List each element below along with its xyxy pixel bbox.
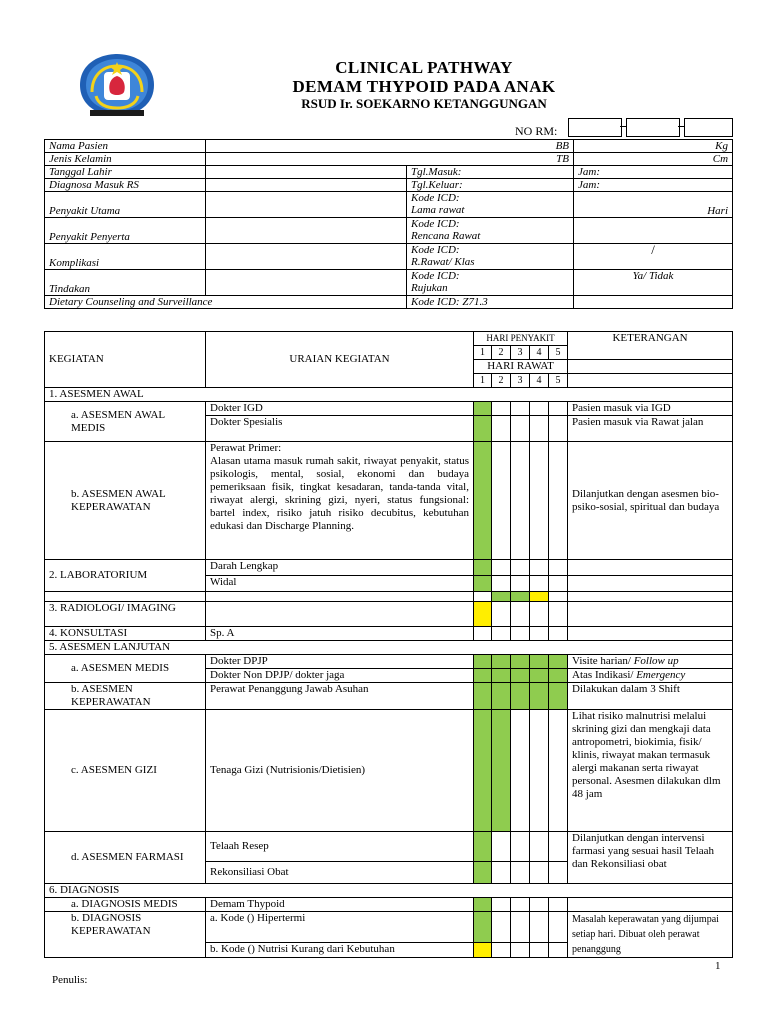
day-cell-green bbox=[530, 683, 549, 710]
day-cell-green bbox=[511, 655, 530, 669]
day-cell-green bbox=[511, 669, 530, 683]
day-cell-green bbox=[492, 683, 511, 710]
uraian-rekonsiliasi-obat: Rekonsiliasi Obat bbox=[206, 862, 474, 884]
label-slash: / bbox=[574, 244, 733, 270]
day-cell-green bbox=[530, 669, 549, 683]
day-cell-green bbox=[492, 669, 511, 683]
uraian-telaah-resep: Telaah Resep bbox=[206, 832, 474, 862]
day-cell-green bbox=[511, 683, 530, 710]
label-komplikasi: Komplikasi bbox=[45, 244, 206, 270]
day-cell-green bbox=[492, 655, 511, 669]
day-cell-green bbox=[474, 416, 492, 442]
day-cell-green bbox=[492, 592, 511, 602]
label-rujukan: Rujukan bbox=[411, 282, 448, 294]
row-asesmen-awal-keperawatan: b. ASESMEN AWAL KEPERAWATAN bbox=[45, 442, 206, 560]
row-asesmen-farmasi: d. ASESMEN FARMASI bbox=[45, 832, 206, 884]
ket-pasien-igd: Pasien masuk via IGD bbox=[568, 402, 733, 416]
day-cell-green bbox=[474, 912, 492, 943]
title-disease: DEMAM THYPOID PADA ANAK bbox=[292, 77, 556, 96]
row-asesmen-medis: a. ASESMEN MEDIS bbox=[45, 655, 206, 683]
head-keterangan: KETERANGAN bbox=[568, 332, 733, 360]
day-label: 5 bbox=[549, 374, 568, 388]
label-diagnosa-masuk: Diagnosa Masuk RS bbox=[45, 179, 206, 192]
label-lama-rawat: Lama rawat bbox=[411, 204, 465, 216]
ket-dilakukan-3-shift: Dilakukan dalam 3 Shift bbox=[568, 683, 733, 710]
ket-risiko-malnutrisi: Lihat risiko malnutrisi melalui skrining gizi dan mengkaji data antropometri, biokimia, fisik/ klinis, riwayat makan termasuk alergi makanan serta riwayat personal. Asesmen dilakukan dlm 48 jam bbox=[568, 710, 733, 832]
day-label: 1 bbox=[474, 346, 492, 360]
day-cell-green bbox=[474, 710, 492, 832]
uraian-hipertermi: a. Kode () Hipertermi bbox=[206, 912, 474, 943]
day-cell-green bbox=[549, 655, 568, 669]
row-asesmen-gizi: c. ASESMEN GIZI bbox=[45, 710, 206, 832]
day-cell-yellow bbox=[474, 943, 492, 958]
day-label: 1 bbox=[474, 374, 492, 388]
label-kode-icd-2: Kode ICD: bbox=[411, 218, 460, 230]
uraian-tenaga-gizi: Tenaga Gizi (Nutrisionis/Dietisien) bbox=[206, 710, 474, 832]
label-tindakan: Tindakan bbox=[45, 270, 206, 296]
ket-visite-harian: Visite harian/ bbox=[572, 655, 634, 667]
label-nama-pasien: Nama Pasien bbox=[45, 140, 206, 153]
pathway-table bbox=[44, 331, 733, 958]
head-uraian: URAIAN KEGIATAN bbox=[206, 332, 474, 388]
label-kode-icd-1: Kode ICD: bbox=[411, 192, 460, 204]
uraian-dokter-igd: Dokter IGD bbox=[206, 402, 474, 416]
day-cell-green bbox=[474, 560, 492, 576]
day-label: 2 bbox=[492, 374, 511, 388]
day-cell-yellow bbox=[474, 602, 492, 627]
row-diagnosis-medis: a. DIAGNOSIS MEDIS bbox=[45, 898, 206, 912]
ket-masalah-keperawatan: Masalah keperawatan yang dijumpai setiap hari. Dibuat oleh perawat penanggung bbox=[568, 912, 733, 958]
day-cell-green bbox=[474, 683, 492, 710]
label-jam-masuk: Jam: bbox=[574, 166, 733, 179]
label-rencana-rawat: Rencana Rawat bbox=[411, 230, 481, 242]
day-label: 5 bbox=[549, 346, 568, 360]
day-label: 3 bbox=[511, 374, 530, 388]
ket-asesmen-bio-psiko: Dilanjutkan dengan asesmen bio-psiko-sosial, spiritual dan budaya bbox=[568, 442, 733, 560]
day-cell-green bbox=[474, 402, 492, 416]
day-cell-green bbox=[511, 592, 530, 602]
day-cell-green bbox=[474, 832, 492, 862]
label-tanggal-lahir: Tanggal Lahir bbox=[45, 166, 206, 179]
label-cm: Cm bbox=[574, 153, 733, 166]
ket-intervensi-farmasi: Dilanjutkan dengan intervensi farmasi yang sesuai hasil Telaah dan Rekonsiliasi obat bbox=[568, 832, 733, 884]
section-asesmen-awal: 1. ASESMEN AWAL bbox=[45, 388, 733, 402]
label-kode-icd-z71: Kode ICD: Z71.3 bbox=[407, 296, 574, 309]
day-label: 3 bbox=[511, 346, 530, 360]
day-cell-green bbox=[474, 655, 492, 669]
patient-info-table bbox=[44, 139, 733, 309]
penulis-label: Penulis: bbox=[52, 974, 88, 986]
uraian-widal: Widal bbox=[206, 576, 474, 592]
ket-follow-up: Follow up bbox=[633, 655, 679, 667]
uraian-perawat-primer: Perawat Primer: bbox=[210, 442, 282, 454]
section-diagnosis: 6. DIAGNOSIS bbox=[45, 884, 733, 898]
section-asesmen-lanjutan: 5. ASESMEN LANJUTAN bbox=[45, 641, 733, 655]
label-kg: Kg bbox=[574, 140, 733, 153]
uraian-dokter-non-dpjp: Dokter Non DPJP/ dokter jaga bbox=[206, 669, 474, 683]
head-hari-penyakit: HARI PENYAKIT bbox=[474, 332, 568, 346]
label-jam-keluar: Jam: bbox=[574, 179, 733, 192]
day-cell-green bbox=[474, 898, 492, 912]
label-penyakit-utama: Penyakit Utama bbox=[45, 192, 206, 218]
day-cell-green bbox=[492, 710, 511, 832]
section-radiologi: 3. RADIOLOGI/ IMAGING bbox=[45, 602, 206, 627]
label-ya-tidak: Ya/ Tidak bbox=[574, 270, 733, 296]
label-penyakit-penyerta: Penyakit Penyerta bbox=[45, 218, 206, 244]
uraian-darah-lengkap: Darah Lengkap bbox=[206, 560, 474, 576]
ket-pasien-rawat-jalan: Pasien masuk via Rawat jalan bbox=[568, 416, 733, 442]
day-cell-green bbox=[474, 576, 492, 592]
row-asesmen-awal-medis: a. ASESMEN AWAL MEDIS bbox=[45, 402, 206, 442]
label-jenis-kelamin: Jenis Kelamin bbox=[45, 153, 206, 166]
day-cell-green bbox=[549, 669, 568, 683]
uraian-sp-a: Sp. A bbox=[206, 627, 474, 641]
label-tgl-masuk: Tgl.Masuk: bbox=[407, 166, 574, 179]
day-cell-green bbox=[474, 669, 492, 683]
label-tb: TB bbox=[206, 153, 574, 166]
title-clinical-pathway: CLINICAL PATHWAY bbox=[335, 58, 513, 77]
ket-atas-indikasi: Atas Indikasi/ bbox=[572, 669, 637, 681]
row-diagnosis-keperawatan: b. DIAGNOSIS KEPERAWATAN bbox=[45, 912, 206, 958]
day-cell-yellow bbox=[530, 592, 549, 602]
day-label: 4 bbox=[530, 374, 549, 388]
section-konsultasi: 4. KONSULTASI bbox=[45, 627, 206, 641]
uraian-perawat-penanggung-jawab: Perawat Penanggung Jawab Asuhan bbox=[206, 683, 474, 710]
label-bb: BB bbox=[206, 140, 574, 153]
row-asesmen-keperawatan: b. ASESMEN KEPERAWATAN bbox=[45, 683, 206, 710]
uraian-nutrisi-kurang: b. Kode () Nutrisi Kurang dari Kebutuhan bbox=[206, 943, 474, 958]
no-rm-box-2[interactable] bbox=[626, 118, 680, 137]
day-cell-green bbox=[549, 683, 568, 710]
day-label: 4 bbox=[530, 346, 549, 360]
ket-emergency: Emergency bbox=[636, 669, 686, 681]
uraian-dokter-dpjp: Dokter DPJP bbox=[206, 655, 474, 669]
head-kegiatan: KEGIATAN bbox=[45, 332, 206, 388]
no-rm-box-3[interactable] bbox=[684, 118, 733, 137]
day-cell-green bbox=[474, 442, 492, 560]
label-dietary: Dietary Counseling and Surveillance bbox=[45, 296, 407, 309]
label-tgl-keluar: Tgl.Keluar: bbox=[407, 179, 574, 192]
no-rm-label: NO RM: bbox=[515, 124, 558, 138]
no-rm-box-1[interactable] bbox=[568, 118, 622, 137]
day-label: 2 bbox=[492, 346, 511, 360]
day-cell-green bbox=[474, 862, 492, 884]
section-laboratorium: 2. LABORATORIUM bbox=[45, 560, 206, 592]
uraian-demam-thypoid: Demam Thypoid bbox=[206, 898, 474, 912]
uraian-asesmen-keperawatan: Alasan utama masuk rumah sakit, riwayat penyakit, status psikologis, mental, sosial, ekonomi dan budaya pemeriksaan fisik, tingkat kesadaran, tanda-tanda vital, riwayat alergi, skrining gizi, nyeri, status fungsional: bartel index, risiko jatuh risiko decubitus, kebutuhan edukasi dan Discharge Planning. bbox=[210, 455, 469, 532]
head-hari-rawat: HARI RAWAT bbox=[474, 360, 568, 374]
uraian-dokter-spesialis: Dokter Spesialis bbox=[206, 416, 474, 442]
label-rawat-klas: R.Rawat/ Klas bbox=[411, 256, 475, 268]
day-cell-green bbox=[530, 655, 549, 669]
page-number: 1 bbox=[715, 960, 721, 972]
title-hospital: RSUD Ir. SOEKARNO KETANGGUNGAN bbox=[301, 96, 547, 111]
label-hari: Hari bbox=[574, 192, 733, 218]
label-kode-icd-4: Kode ICD: bbox=[411, 270, 460, 282]
label-kode-icd-3: Kode ICD: bbox=[411, 244, 460, 256]
